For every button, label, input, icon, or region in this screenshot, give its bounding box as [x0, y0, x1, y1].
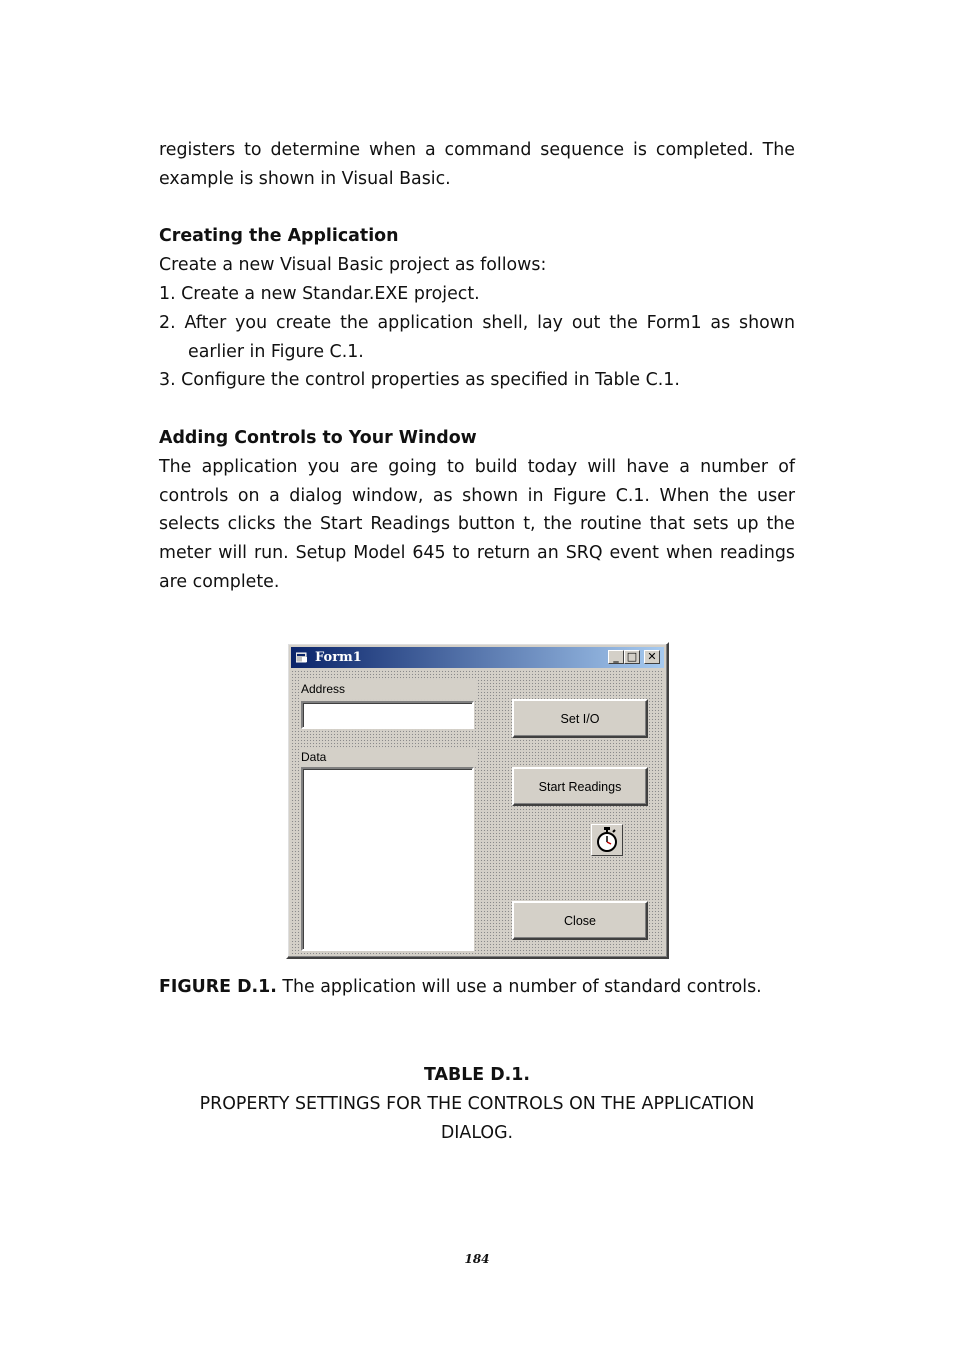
stopwatch-icon — [592, 825, 622, 855]
step-2-line-1: 2. After you create the application shell, lay out the Form1 as shown — [159, 312, 795, 333]
section2-line-3: selects clicks the Start Readings button t, the routine that sets up the — [159, 514, 795, 535]
form-icon — [296, 652, 308, 663]
maximize-button[interactable]: □ — [624, 650, 640, 664]
figure-label: FIGURE D.1. — [159, 977, 277, 997]
data-label: Data — [299, 748, 476, 767]
close-button[interactable]: Close — [512, 901, 648, 940]
start-readings-button[interactable]: Start Readings — [512, 767, 648, 806]
table-title: TABLE D.1. — [424, 1065, 530, 1085]
section2-line-5: are complete. — [159, 571, 280, 592]
form-title: Form1 — [315, 650, 362, 665]
section2-line-2: controls on a dialog window, as shown in Figure C.1. When the user — [159, 485, 795, 506]
table-title-block — [159, 1061, 795, 1147]
section2-line-4: meter will run. Setup Model 645 to return an SRQ event when readings — [159, 543, 795, 564]
form-client-area — [291, 670, 664, 954]
data-textbox[interactable] — [301, 767, 474, 951]
step-1: 1. Create a new Standar.EXE project. — [159, 283, 480, 304]
section-heading-creating: Creating the Application — [159, 226, 399, 247]
step-2-line-2: earlier in Figure C.1. — [188, 341, 364, 362]
section1-intro: Create a new Visual Basic project as follows: — [159, 255, 547, 276]
section-heading-adding: Adding Controls to Your Window — [159, 427, 477, 448]
table-subtitle: PROPERTY SETTINGS FOR THE CONTROLS ON THE APPLICATION DIALOG. — [199, 1093, 755, 1143]
vb-form-window — [286, 642, 669, 959]
intro-line-2: example is shown in Visual Basic. — [159, 168, 451, 189]
window-close-button[interactable]: ✕ — [644, 650, 660, 664]
step-3: 3. Configure the control properties as specified in Table C.1. — [159, 370, 680, 391]
section2-line-1: The application you are going to build today will have a number of — [159, 456, 795, 477]
timer-control — [591, 824, 623, 856]
address-label: Address — [299, 680, 476, 699]
minimize-button[interactable]: _ — [608, 650, 624, 664]
address-input[interactable] — [301, 701, 474, 729]
set-io-button[interactable]: Set I/O — [512, 699, 648, 738]
intro-line-1: registers to determine when a command sequence is completed. The — [159, 140, 795, 160]
form-title-bar[interactable] — [291, 647, 664, 668]
figure-caption — [159, 973, 839, 1002]
figure-caption-text: The application will use a number of standard controls. — [276, 977, 762, 997]
page-number: 184 — [464, 1252, 490, 1266]
body-text — [159, 136, 795, 597]
